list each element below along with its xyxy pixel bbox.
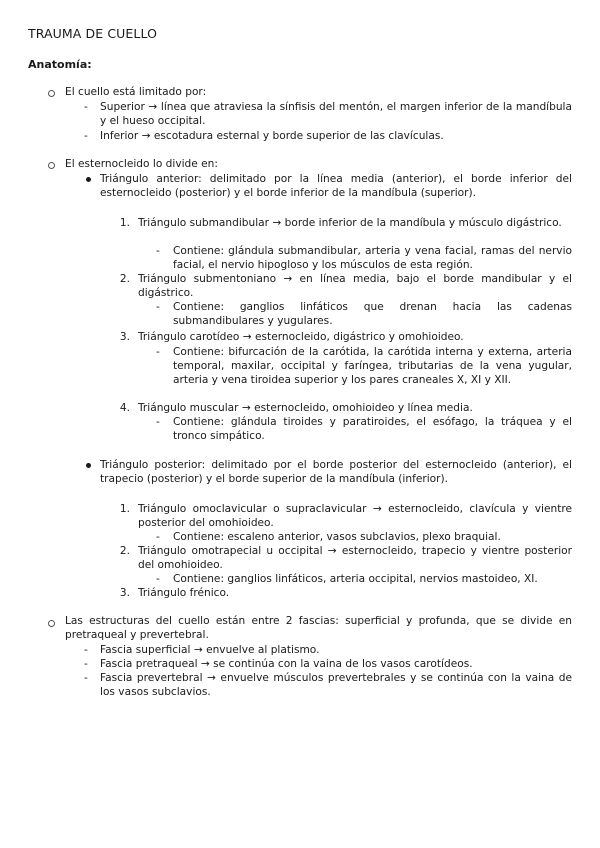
anterior-item-3-contains: Contiene: bifurcación de la carótida, la carótida interna y externa, arteria temporal, maxilar, occipital y faríngea, tributarias de la vena yugular, arteria y vena tiroidea superior y los pares craneales X, XI y XII. [173,346,572,387]
dash-icon: - [84,130,88,142]
fascia-item-prevertebral: Fascia prevertebral → envuelve músculos prevertebrales y se continúa con la vaina de los vasos subclavios. [100,672,572,699]
list-number: 3. [119,587,130,599]
posterior-item-3: Triángulo frénico. [138,587,230,599]
list-number: 1. [119,503,130,515]
anterior-item-4: Triángulo muscular → esternocleido, omohioideo y línea media. [138,402,473,414]
list-number: 3. [119,331,130,343]
dash-icon: - [156,301,160,313]
posterior-item-2: Triángulo omotrapecial u occipital → esternocleido, trapecio y vientre posterior del omohioideo. [138,545,572,572]
dash-icon: - [156,346,160,358]
page-title: TRAUMA DE CUELLO [28,26,158,41]
posterior-item-2-contains: Contiene: ganglios linfáticos, arteria occipital, nervios mastoideo, XI. [173,573,538,585]
limits-item-inferior: Inferior → escotadura esternal y borde superior de las clavículas. [100,130,444,142]
dash-icon: - [156,416,160,428]
disc-bullet-icon [86,463,91,468]
anterior-triangle-text: Triángulo anterior: delimitado por la línea media (anterior), el borde inferior del esternocleido (posterior) y el borde inferior de la mandíbula (superior). [100,173,572,200]
list-number: 4. [119,402,130,414]
fascia-item-pretraqueal: Fascia pretraqueal → se continúa con la vaina de los vasos carotídeos. [100,658,473,670]
posterior-item-1-contains: Contiene: escaleno anterior, vasos subclavios, plexo braquial. [173,531,501,543]
circle-bullet-icon [48,90,55,97]
dash-icon: - [156,245,160,257]
list-number: 1. [119,217,130,229]
fascias-intro: Las estructuras del cuello están entre 2 fascias: superficial y profunda, que se divide en pretraqueal y prevertebral. [65,615,572,642]
dash-icon: - [84,101,88,113]
limits-item-superior: Superior → línea que atraviesa la sínfisis del mentón, el margen inferior de la mandíbula y el hueso occipital. [100,101,572,128]
anterior-item-1-contains: Contiene: glándula submandibular, arteria y vena facial, ramas del nervio facial, el nervio hipogloso y los músculos de esta región. [173,245,572,272]
dash-icon: - [84,644,88,656]
anterior-item-2-contains: Contiene: ganglios linfáticos que drenan hacia las cadenas submandibulares y yugulares. [173,301,572,328]
section-subtitle: Anatomía: [28,58,92,71]
list-number: 2. [119,273,130,285]
dash-icon: - [156,573,160,585]
limits-intro: El cuello está limitado por: [65,86,207,98]
fascia-item-superficial: Fascia superficial → envuelve al platismo. [100,644,320,656]
scm-intro: El esternocleido lo divide en: [65,158,218,170]
list-number: 2. [119,545,130,557]
dash-icon: - [84,672,88,684]
disc-bullet-icon [86,177,91,182]
circle-bullet-icon [48,620,55,627]
posterior-triangle-text: Triángulo posterior: delimitado por el borde posterior del esternocleido (anterior), el trapecio (posterior) y el borde superior de la mandíbula (inferior). [100,459,572,486]
dash-icon: - [84,658,88,670]
circle-bullet-icon [48,162,55,169]
anterior-item-2: Triángulo submentoniano → en línea media, bajo el borde mandibular y el digástrico. [138,273,572,300]
anterior-item-4-contains: Contiene: glándula tiroides y paratiroides, el esófago, la tráquea y el tronco simpático. [173,416,572,443]
dash-icon: - [156,531,160,543]
posterior-item-1: Triángulo omoclavicular o supraclavicular → esternocleido, clavícula y vientre posterior del omohioideo. [138,503,572,530]
anterior-item-3: Triángulo carotídeo → esternocleido, digástrico y omohioideo. [138,331,464,343]
anterior-item-1: Triángulo submandibular → borde inferior de la mandíbula y músculo digástrico. [138,217,562,229]
